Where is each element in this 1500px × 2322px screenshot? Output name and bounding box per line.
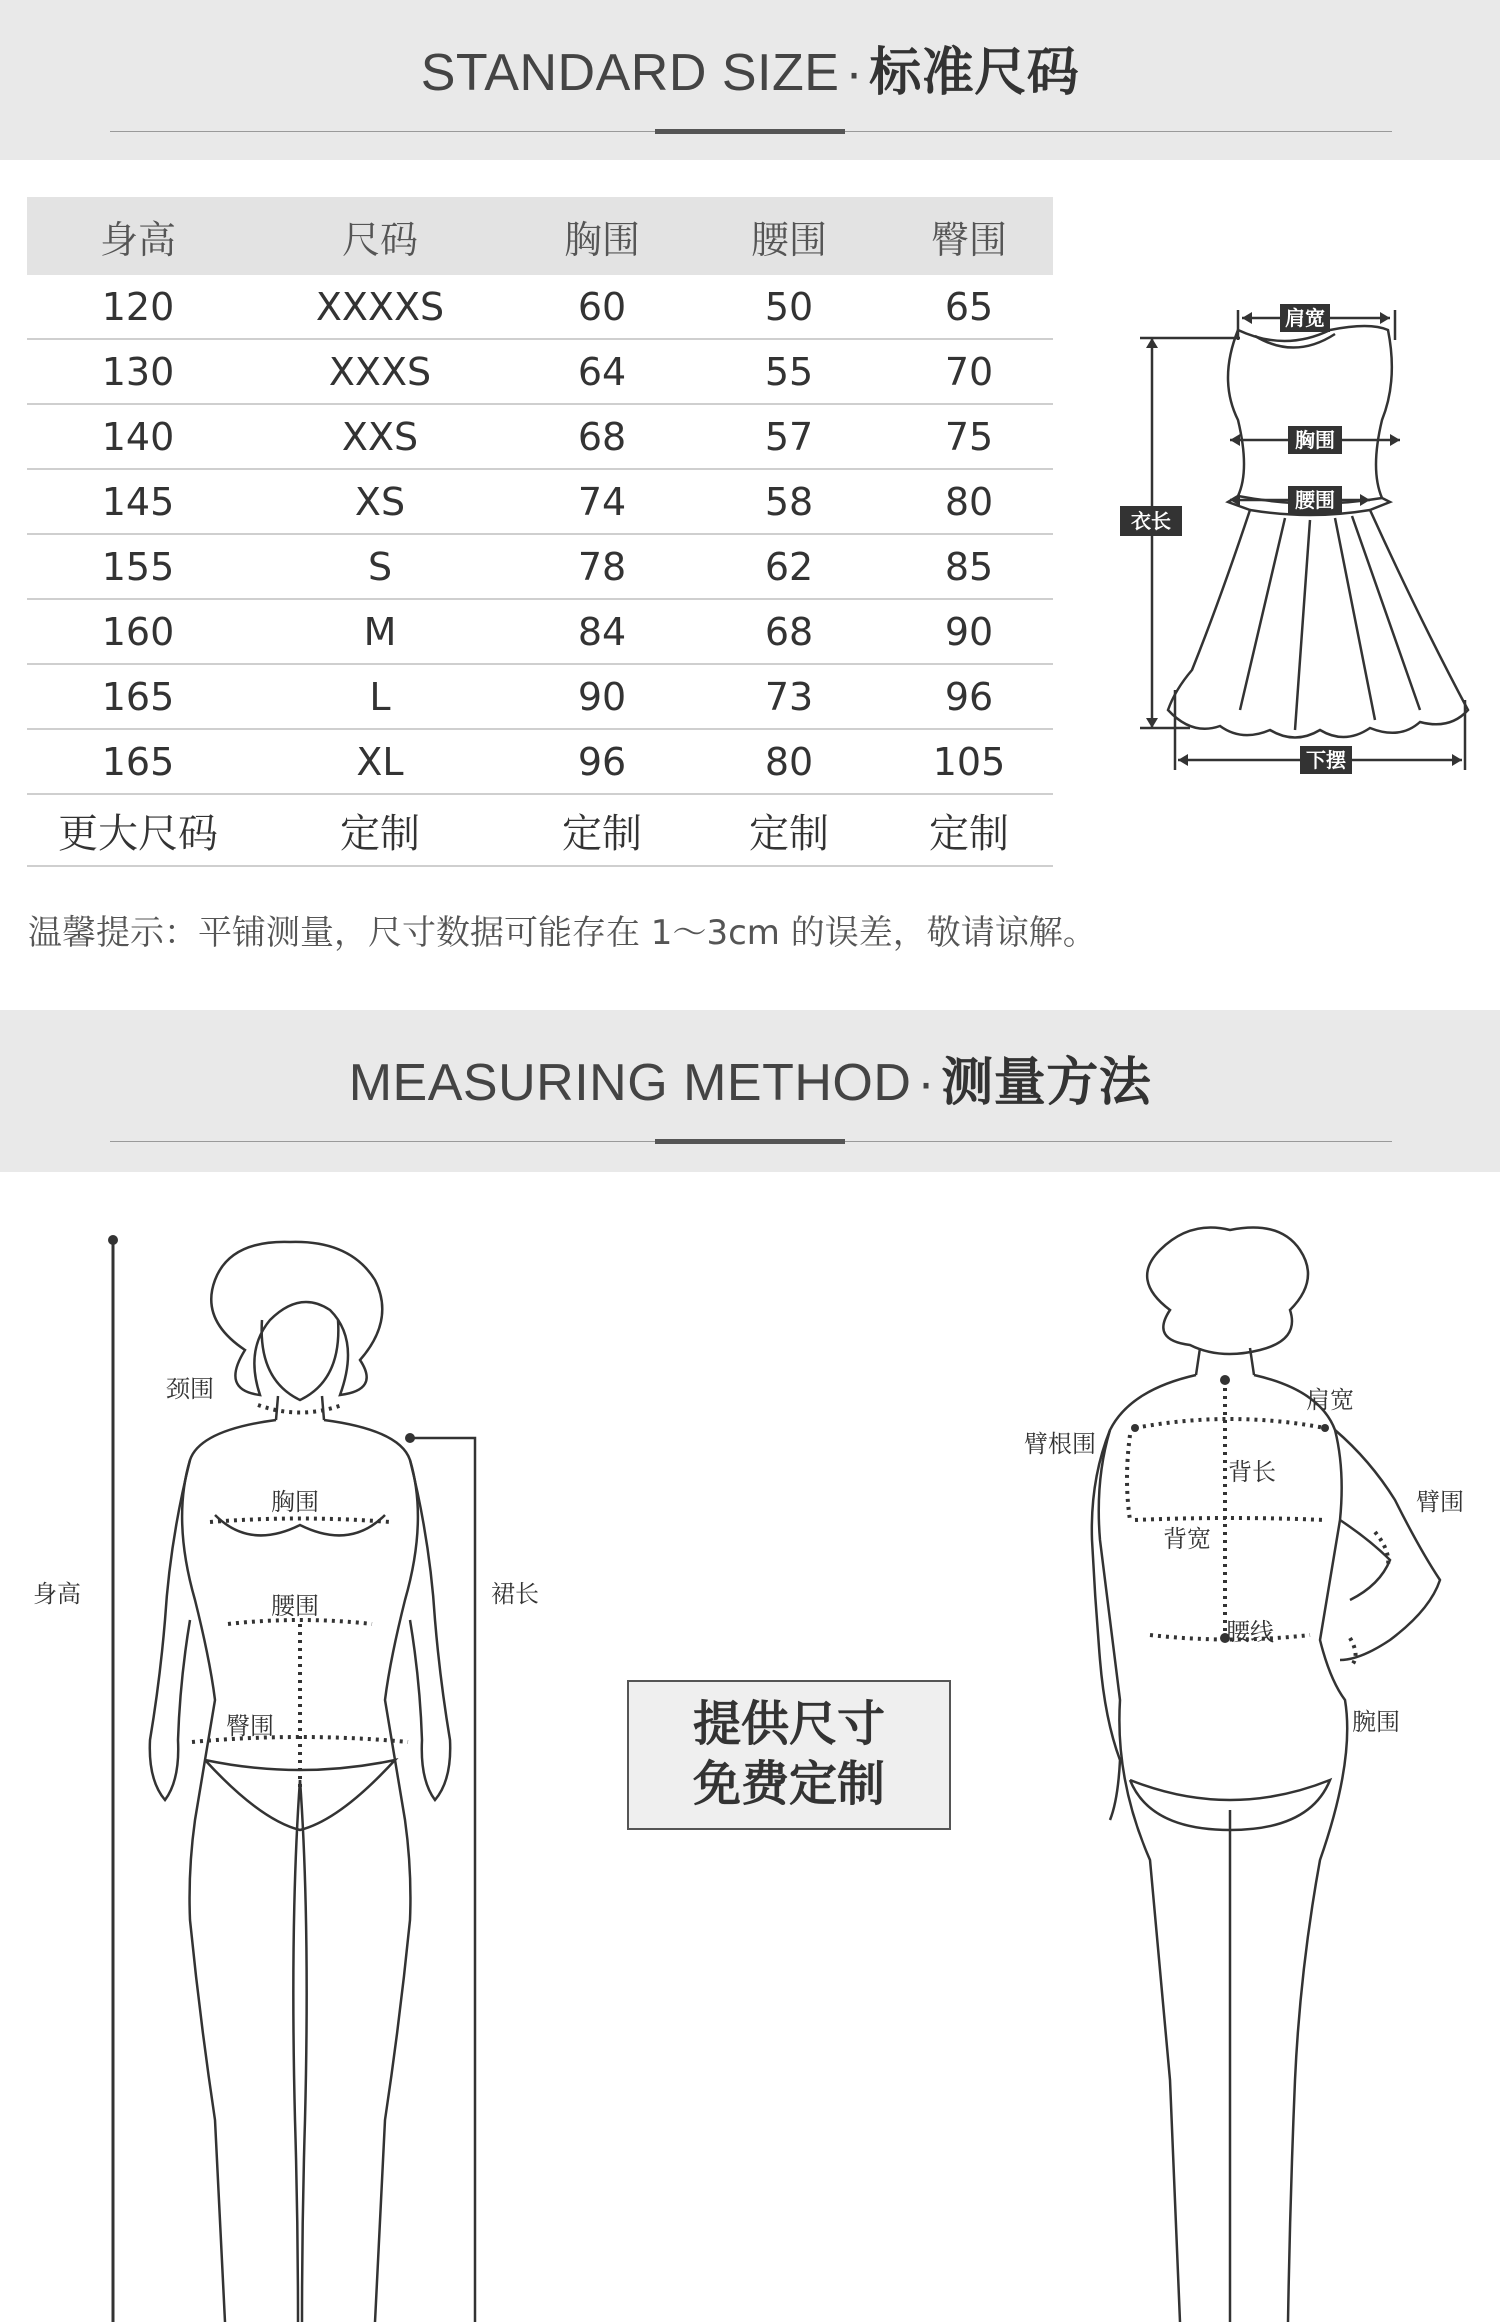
cell-height: 160 bbox=[27, 599, 249, 664]
label-hip: 臀围 bbox=[226, 1712, 274, 1740]
dress-label-length: 衣长 bbox=[1131, 509, 1171, 533]
table-row bbox=[27, 729, 1053, 794]
cell-chest: 96 bbox=[511, 729, 693, 794]
table-header-chest: 胸围 bbox=[511, 197, 693, 275]
cell-chest: 84 bbox=[511, 599, 693, 664]
table-row bbox=[27, 339, 1053, 404]
label-chest: 胸围 bbox=[271, 1488, 319, 1516]
cell-waist: 55 bbox=[693, 339, 885, 404]
table-header-height: 身高 bbox=[27, 197, 249, 275]
cell-hip: 105 bbox=[885, 729, 1053, 794]
dress-diagram bbox=[1120, 290, 1480, 790]
table-header-waist: 腰围 bbox=[693, 197, 885, 275]
cell-hip: 70 bbox=[885, 339, 1053, 404]
cell-waist: 50 bbox=[693, 275, 885, 339]
cell-hip: 80 bbox=[885, 469, 1053, 534]
dress-label-chest: 胸围 bbox=[1295, 428, 1335, 452]
dress-label-waist: 腰围 bbox=[1295, 488, 1335, 512]
dress-outline bbox=[1168, 326, 1468, 738]
cell-chest: 90 bbox=[511, 664, 693, 729]
cell-hip: 85 bbox=[885, 534, 1053, 599]
front-figure-diagram bbox=[0, 1220, 600, 2322]
cell-size: XL bbox=[249, 729, 511, 794]
cell-hip: 定制 bbox=[885, 794, 1053, 866]
label-back-length: 背长 bbox=[1228, 1458, 1276, 1486]
measuring-method-title: MEASURING METHOD · 测量方法 bbox=[348, 1053, 1152, 1113]
header-rule-accent bbox=[655, 1139, 845, 1144]
cell-size: S bbox=[249, 534, 511, 599]
table-header-size: 尺码 bbox=[249, 197, 511, 275]
dress-label-shoulder: 肩宽 bbox=[1285, 306, 1325, 330]
cell-height: 155 bbox=[27, 534, 249, 599]
cell-size: M bbox=[249, 599, 511, 664]
cell-size: XXXS bbox=[249, 339, 511, 404]
cell-chest: 78 bbox=[511, 534, 693, 599]
table-row bbox=[27, 469, 1053, 534]
cell-hip: 75 bbox=[885, 404, 1053, 469]
cell-height: 130 bbox=[27, 339, 249, 404]
cell-waist: 57 bbox=[693, 404, 885, 469]
cell-size: XS bbox=[249, 469, 511, 534]
cell-waist: 80 bbox=[693, 729, 885, 794]
label-height: 身高 bbox=[33, 1580, 81, 1608]
back-figure-diagram bbox=[1000, 1220, 1500, 2322]
cell-waist: 62 bbox=[693, 534, 885, 599]
cell-height: 145 bbox=[27, 469, 249, 534]
label-back-width: 背宽 bbox=[1163, 1525, 1211, 1553]
cell-height: 120 bbox=[27, 275, 249, 339]
label-neck: 颈围 bbox=[166, 1375, 214, 1403]
table-row bbox=[27, 275, 1053, 339]
cell-height: 更大尺码 bbox=[27, 794, 249, 866]
table-row bbox=[27, 404, 1053, 469]
cell-size: 定制 bbox=[249, 794, 511, 866]
cell-chest: 68 bbox=[511, 404, 693, 469]
custom-size-box bbox=[627, 1680, 951, 1830]
cell-chest: 64 bbox=[511, 339, 693, 404]
cell-waist: 58 bbox=[693, 469, 885, 534]
cell-height: 140 bbox=[27, 404, 249, 469]
custom-box-line1: 提供尺寸 bbox=[692, 1696, 885, 1752]
custom-box-line2: 免费定制 bbox=[692, 1756, 885, 1812]
table-header-row bbox=[27, 197, 1053, 275]
header-rule-accent bbox=[655, 129, 845, 134]
cell-waist: 定制 bbox=[693, 794, 885, 866]
cell-chest: 60 bbox=[511, 275, 693, 339]
table-row bbox=[27, 534, 1053, 599]
table-row-custom bbox=[27, 794, 1053, 866]
cell-chest: 74 bbox=[511, 469, 693, 534]
measurement-tip: 温馨提示：平铺测量，尺寸数据可能存在 1～3cm 的误差，敬请谅解。 bbox=[28, 913, 1097, 953]
size-table bbox=[27, 197, 1053, 867]
cell-chest: 定制 bbox=[511, 794, 693, 866]
cell-height: 165 bbox=[27, 664, 249, 729]
label-shoulder: 肩宽 bbox=[1306, 1386, 1354, 1414]
cell-size: XXXXS bbox=[249, 275, 511, 339]
standard-size-title: STANDARD SIZE · 标准尺码 bbox=[420, 43, 1080, 103]
cell-size: XXS bbox=[249, 404, 511, 469]
label-arm: 臂围 bbox=[1416, 1488, 1464, 1516]
cell-size: L bbox=[249, 664, 511, 729]
table-row bbox=[27, 599, 1053, 664]
label-armhole: 臂根围 bbox=[1024, 1430, 1096, 1458]
cell-hip: 96 bbox=[885, 664, 1053, 729]
cell-waist: 73 bbox=[693, 664, 885, 729]
label-skirt-length: 裙长 bbox=[491, 1580, 539, 1608]
table-header-hip: 臀围 bbox=[885, 197, 1053, 275]
dress-label-hem: 下摆 bbox=[1306, 748, 1346, 772]
cell-waist: 68 bbox=[693, 599, 885, 664]
cell-height: 165 bbox=[27, 729, 249, 794]
cell-hip: 65 bbox=[885, 275, 1053, 339]
label-wrist: 腕围 bbox=[1352, 1708, 1400, 1736]
cell-hip: 90 bbox=[885, 599, 1053, 664]
label-waistline: 腰线 bbox=[1226, 1618, 1274, 1646]
label-waist: 腰围 bbox=[271, 1592, 319, 1620]
table-row bbox=[27, 664, 1053, 729]
